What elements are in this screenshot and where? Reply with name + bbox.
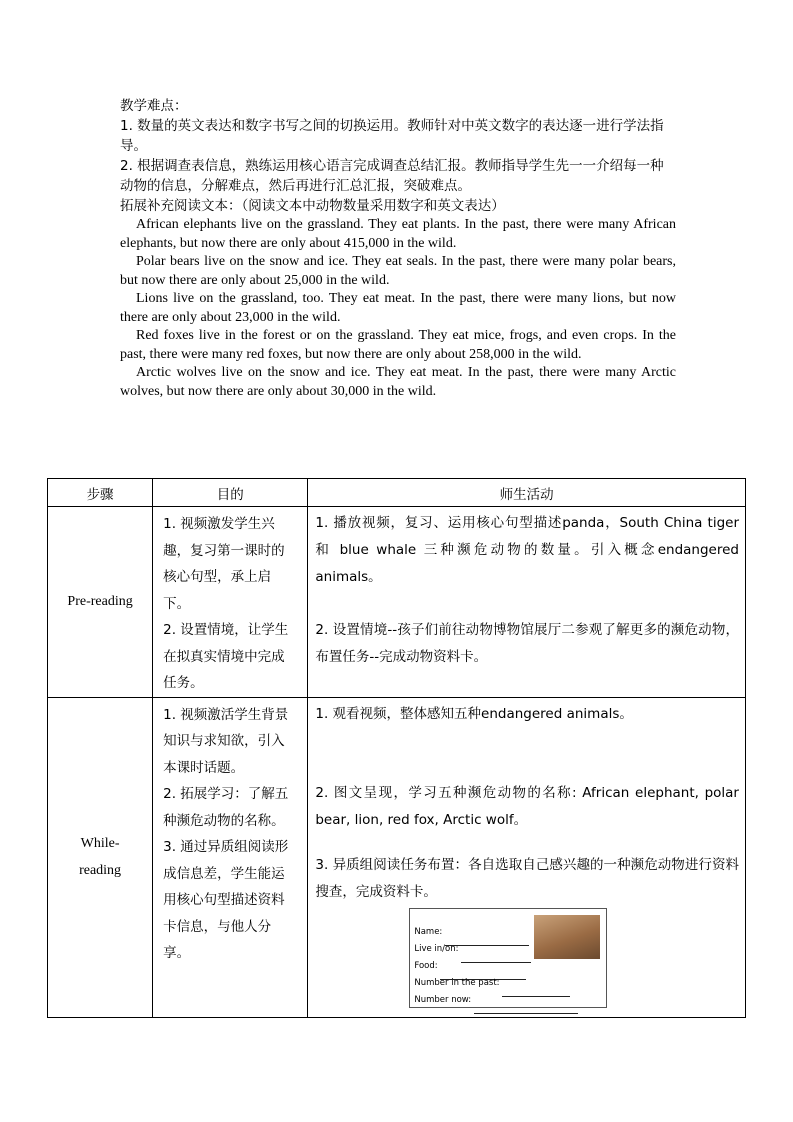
activity-item: 1. 观看视频，整体感知五种endangered animals。 xyxy=(315,705,633,722)
step-cell: Pre-reading xyxy=(48,507,153,698)
goal-item: 2. 拓展学习：了解五种濒危动物的名称。 xyxy=(163,786,289,829)
animal-info-card xyxy=(409,908,607,1008)
card-live-label: Live in/on: xyxy=(414,943,459,954)
elephant-photo-icon xyxy=(534,915,600,959)
step-label-line2: reading xyxy=(79,863,122,878)
activity-item: 2. 设置情境--孩子们前往动物博物馆展厅二参观了解更多的濒危动物，布置任务--完成动物资料卡。 xyxy=(315,622,739,665)
card-now-line xyxy=(414,987,578,1014)
table-header-row xyxy=(48,479,746,507)
reading-paragraph: Polar bears live on the snow and ice. They eat seals. In the past, there were many polar bears, but now there are only about 25,000 in the wild. xyxy=(120,254,676,288)
header-step: 步骤 xyxy=(48,479,153,507)
reading-paragraph: Arctic wolves live on the snow and ice. They eat meat. In the past, there were many Arctic wolves, but now there are only about 30,000 in the wild. xyxy=(120,365,676,399)
reading-title: 拓展补充阅读文本：（阅读文本中动物数量采用数字和英文表达） xyxy=(120,198,505,214)
reading-paragraph: African elephants live on the grassland. They eat plants. In the past, there were many African elephants, but now there are only about 415,000 in the wild. xyxy=(120,217,676,251)
activity-item: 3. 异质组阅读任务布置：各自选取自己感兴趣的一种濒危动物进行资料搜查，完成资料卡。 xyxy=(315,856,739,900)
difficulty-point-2: 2. 根据调查表信息，熟练运用核心语言完成调查总结汇报。教师指导学生先一一介绍每一种动物的信息，分解难点，然后再进行汇总汇报，突破难点。 xyxy=(120,158,664,194)
table-row xyxy=(48,507,746,698)
activity-cell xyxy=(308,507,746,698)
card-now-label: Number now: xyxy=(414,994,472,1005)
reading-paragraph: Red foxes live in the forest or on the grassland. They eat mice, frogs, and even crops. In the past, there were many red foxes, but now there are only about 258,000 in the wild. xyxy=(120,328,676,362)
activity-item: 1. 播放视频，复习、运用核心句型描述panda，South China tiger 和 blue whale 三种濒危动物的数量。引入概念endangered animals。 xyxy=(315,515,739,585)
card-name-label: Name: xyxy=(414,926,443,937)
step-label-line1: While- xyxy=(80,836,120,851)
goal-item: 1. 视频激发学生兴趣，复习第一课时的核心句型，承上启下。 xyxy=(163,516,285,612)
activity-item: 2. 图文呈现，学习五种濒危动物的名称: African elephant, polar bear, lion, red fox, Arctic wolf。 xyxy=(315,784,739,828)
header-activity: 师生活动 xyxy=(308,479,746,507)
goal-cell xyxy=(153,507,308,698)
intro-section xyxy=(120,96,676,401)
goal-item: 3. 通过异质组阅读形成信息差，学生能运用核心句型描述资料卡信息，与他人分享。 xyxy=(163,839,289,961)
card-food-label: Food: xyxy=(414,960,438,971)
activity-cell xyxy=(308,697,746,1017)
header-goal: 目的 xyxy=(153,479,308,507)
goal-item: 1. 视频激活学生背景知识与求知欲，引入本课时话题。 xyxy=(163,706,289,776)
difficulty-title: 教学难点： xyxy=(120,98,188,114)
goal-cell xyxy=(153,697,308,1017)
goal-item: 2. 设置情境，让学生在拟真实情境中完成任务。 xyxy=(163,622,289,691)
card-past-label: Number in the past: xyxy=(414,977,500,988)
table-row xyxy=(48,697,746,1017)
lesson-table xyxy=(47,478,746,1018)
step-cell xyxy=(48,697,153,1017)
difficulty-point-1: 1. 数量的英文表达和数字书写之间的切换运用。教师针对中英文数字的表达逐一进行学法指导。 xyxy=(120,118,664,154)
reading-paragraph: Lions live on the grassland, too. They eat meat. In the past, there were many lions, but now there are only about 23,000 in the wild. xyxy=(120,291,676,325)
